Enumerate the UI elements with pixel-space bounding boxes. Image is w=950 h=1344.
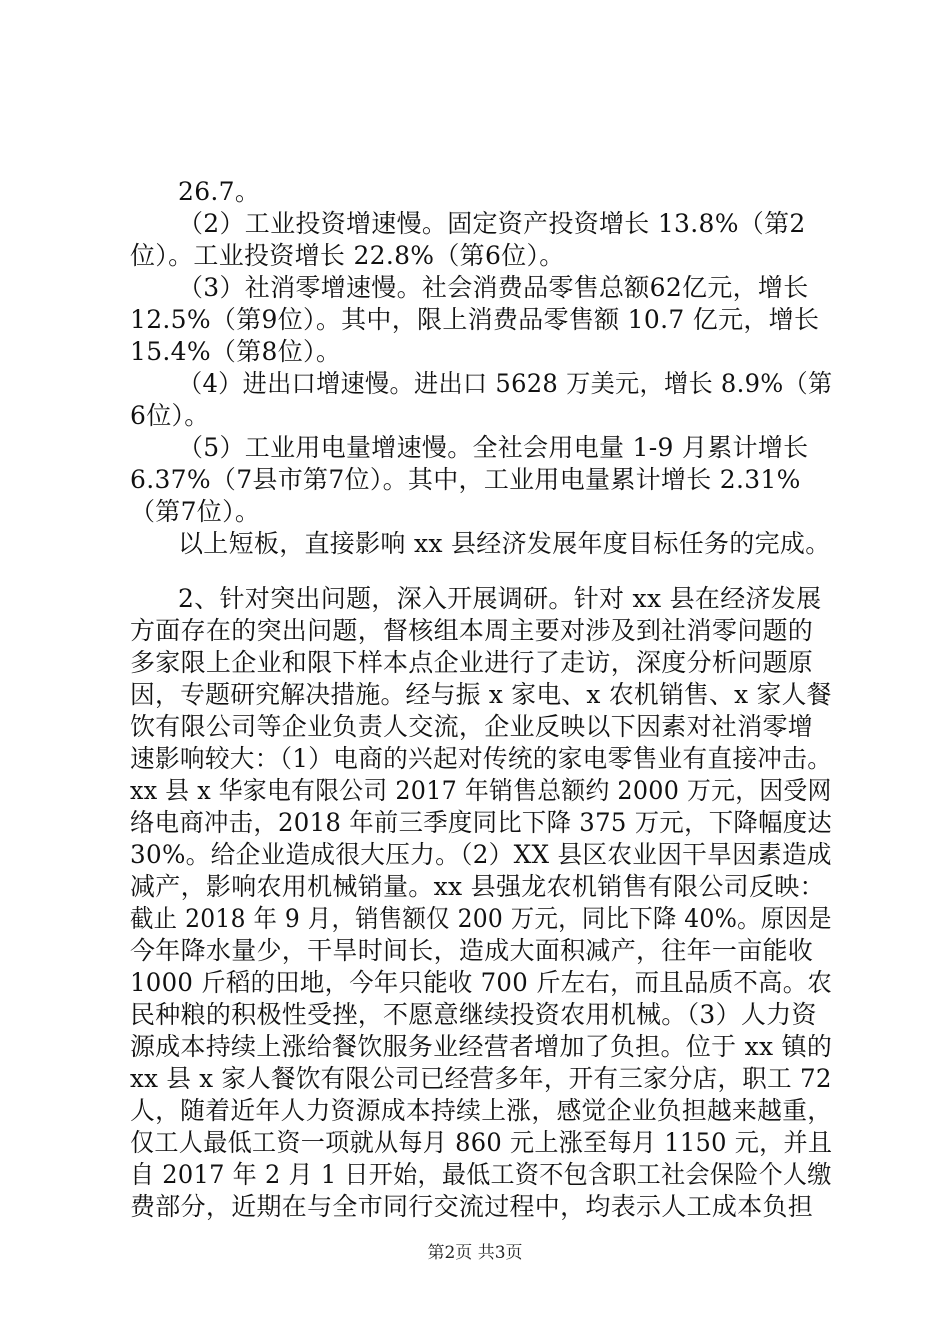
- text-line: 6位）。: [130, 401, 210, 430]
- text-line: 因，专题研究解决措施。经与振 x 家电、x 农机销售、x 家人餐: [130, 680, 832, 709]
- text-line: 6.37%（7县市第7位）。其中，工业用电量累计增长 2.31%: [130, 465, 801, 494]
- text-line: 费部分，近期在与全市同行交流过程中，均表示人工成本负担: [130, 1192, 814, 1221]
- text-line: 15.4%（第8位）。: [130, 337, 342, 366]
- text-line: 减产，影响农用机械销量。xx 县强龙农机销售有限公司反映：: [130, 872, 825, 901]
- text-line: 截止 2018 年 9 月，销售额仅 200 万元，同比下降 40%。原因是: [130, 904, 832, 933]
- text-line: 26.7。: [178, 177, 261, 206]
- text-line: xx 县 x 华家电有限公司 2017 年销售总额约 2000 万元，因受网: [130, 776, 832, 805]
- text-line: 今年降水量少，干旱时间长，造成大面积减产，往年一亩能收: [130, 936, 814, 965]
- text-line: 方面存在的突出问题，督核组本周主要对涉及到社消零问题的: [130, 616, 814, 645]
- text-line: 饮有限公司等企业负责人交流，企业反映以下因素对社消零增: [130, 712, 814, 741]
- text-line: 1000 斤稻的田地，今年只能收 700 斤左右，而且品质不高。农: [130, 968, 833, 997]
- text-line: 自 2017 年 2 月 1 日开始，最低工资不包含职工社会保险个人缴: [130, 1160, 832, 1189]
- text-line: （5）工业用电量增速慢。全社会用电量 1-9 月累计增长: [178, 433, 809, 462]
- text-line: 位）。工业投资增长 22.8%（第6位）。: [130, 241, 565, 270]
- text-line: （4）进出口增速慢。进出口 5628 万美元，增长 8.9%（第: [178, 369, 833, 398]
- text-line: 人，随着近年人力资源成本持续上涨，感觉企业负担越来越重，: [130, 1096, 833, 1125]
- text-line: 2、针对突出问题，深入开展调研。针对 xx 县在经济发展: [178, 584, 822, 613]
- text-line: 30%。给企业造成很大压力。（2）XX 县区农业因干旱因素造成: [130, 840, 832, 869]
- text-line: 仅工人最低工资一项就从每月 860 元上涨至每月 1150 元，并且: [130, 1128, 833, 1157]
- page-number: 第2页 共3页: [427, 1243, 523, 1263]
- text-line: （2）工业投资增速慢。固定资产投资增长 13.8%（第2: [178, 209, 806, 238]
- text-line: 以上短板，直接影响 xx 县经济发展年度目标任务的完成。: [178, 529, 831, 558]
- text-line: （第7位）。: [130, 497, 261, 526]
- text-line: 多家限上企业和限下样本点企业进行了走访，深度分析问题原: [130, 648, 814, 677]
- text-line: 络电商冲击，2018 年前三季度同比下降 375 万元，下降幅度达: [130, 808, 833, 837]
- text-line: 12.5%（第9位）。其中，限上消费品零售额 10.7 亿元，增长: [130, 305, 820, 334]
- text-line: 源成本持续上涨给餐饮服务业经营者增加了负担。位于 xx 镇的: [130, 1032, 833, 1061]
- text-line: xx 县 x 家人餐饮有限公司已经营多年，开有三家分店，职工 72: [130, 1064, 832, 1093]
- text-line: 速影响较大：（1）电商的兴起对传统的家电零售业有直接冲击。: [130, 744, 833, 773]
- text-line: 民种粮的积极性受挫，不愿意继续投资农用机械。（3）人力资: [130, 1000, 817, 1029]
- text-line: （3）社消零增速慢。社会消费品零售总额62亿元，增长: [178, 273, 809, 302]
